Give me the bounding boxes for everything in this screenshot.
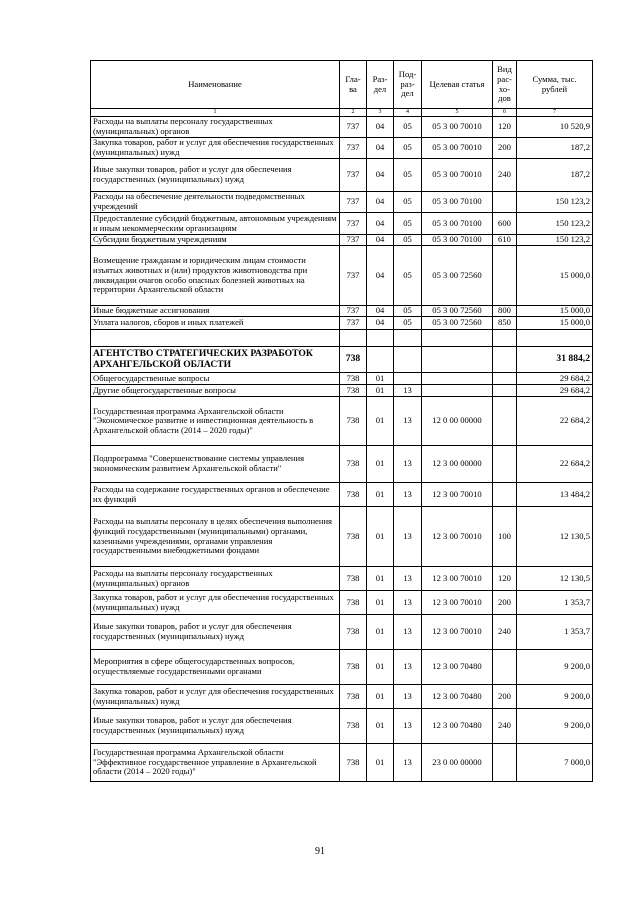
table-row: [91, 138, 593, 159]
table-row: [91, 235, 593, 246]
cell-vid: 100: [493, 507, 517, 567]
cell-podrazdel: 05: [394, 159, 422, 192]
cell-vid: [493, 192, 517, 213]
cell-name: Подпрограмма "Совершенствование системы управления экономическим развитием Архангельской области": [91, 446, 340, 483]
cell-glava: 738: [340, 744, 367, 782]
cell-target: 05 3 00 70010: [422, 117, 493, 138]
cell-sum: 1 353,7: [517, 615, 593, 650]
cell-podrazdel: 05: [394, 317, 422, 330]
table-row: [91, 306, 593, 317]
cell-glava: 738: [340, 347, 367, 373]
table-row: [91, 483, 593, 507]
cell-razdel: 01: [367, 373, 394, 385]
cell-vid: [493, 397, 517, 446]
cell-vid: 600: [493, 213, 517, 235]
cell-vid: [493, 373, 517, 385]
cell-razdel: 04: [367, 306, 394, 317]
cell-razdel: 04: [367, 138, 394, 159]
cell-sum: 15 000,0: [517, 246, 593, 306]
cell-podrazdel: 13: [394, 591, 422, 615]
cell-vid: 240: [493, 709, 517, 744]
column-number: 7: [517, 109, 593, 117]
cell-sum: 22 684,2: [517, 446, 593, 483]
cell-target: 12 3 00 70480: [422, 650, 493, 685]
cell-podrazdel: 05: [394, 235, 422, 246]
empty-cell: [422, 330, 493, 347]
cell-target: 12 3 00 70480: [422, 685, 493, 709]
cell-sum: 9 200,0: [517, 685, 593, 709]
table-row: [91, 347, 593, 373]
cell-razdel: [367, 347, 394, 373]
cell-glava: 738: [340, 591, 367, 615]
cell-glava: 737: [340, 213, 367, 235]
empty-cell: [91, 330, 340, 347]
table-row: [91, 213, 593, 235]
cell-target: 12 3 00 70010: [422, 591, 493, 615]
cell-glava: 737: [340, 246, 367, 306]
cell-vid: [493, 446, 517, 483]
cell-razdel: 01: [367, 507, 394, 567]
cell-name: Иные бюджетные ассигнования: [91, 306, 340, 317]
cell-podrazdel: 13: [394, 685, 422, 709]
cell-sum: 22 684,2: [517, 397, 593, 446]
cell-glava: 737: [340, 317, 367, 330]
empty-cell: [493, 330, 517, 347]
cell-sum: 31 884,2: [517, 347, 593, 373]
cell-vid: [493, 650, 517, 685]
table-row: [91, 567, 593, 591]
cell-podrazdel: 13: [394, 650, 422, 685]
column-number: 6: [493, 109, 517, 117]
cell-target: 05 3 00 72560: [422, 306, 493, 317]
cell-vid: 240: [493, 615, 517, 650]
cell-name: Иные закупки товаров, работ и услуг для обеспечения государственных (муниципальных) нужд: [91, 159, 340, 192]
page-number: 91: [315, 846, 325, 857]
column-number: 1: [91, 109, 340, 117]
cell-sum: 15 000,0: [517, 317, 593, 330]
cell-podrazdel: 13: [394, 709, 422, 744]
cell-target: 12 3 00 70010: [422, 615, 493, 650]
cell-vid: 200: [493, 138, 517, 159]
cell-podrazdel: 13: [394, 385, 422, 397]
cell-vid: [493, 744, 517, 782]
cell-glava: 738: [340, 567, 367, 591]
column-number: 3: [367, 109, 394, 117]
table-row: [91, 317, 593, 330]
cell-glava: 738: [340, 685, 367, 709]
cell-target: [422, 347, 493, 373]
cell-sum: 187,2: [517, 159, 593, 192]
empty-cell: [394, 330, 422, 347]
cell-vid: 120: [493, 117, 517, 138]
table-row: [91, 385, 593, 397]
header-vid: Вид рас-хо-дов: [493, 61, 517, 109]
cell-razdel: 01: [367, 397, 394, 446]
cell-vid: 610: [493, 235, 517, 246]
cell-razdel: 01: [367, 385, 394, 397]
cell-name: Расходы на выплаты персоналу в целях обеспечения выполнения функций государственными (муниципальными) органами, казенными учреждениями, органами управления государственными внебюджетными фондами: [91, 507, 340, 567]
cell-razdel: 04: [367, 117, 394, 138]
cell-target: 05 3 00 70010: [422, 159, 493, 192]
cell-razdel: 01: [367, 685, 394, 709]
table-row: [91, 159, 593, 192]
cell-glava: 738: [340, 397, 367, 446]
cell-target: 12 0 00 00000: [422, 397, 493, 446]
cell-sum: 9 200,0: [517, 709, 593, 744]
cell-name: Мероприятия в сфере общегосударственных вопросов, осуществляемые государственными органами: [91, 650, 340, 685]
cell-sum: 187,2: [517, 138, 593, 159]
cell-name: Расходы на выплаты персоналу государственных (муниципальных) органов: [91, 117, 340, 138]
cell-podrazdel: 13: [394, 446, 422, 483]
table-row: [91, 709, 593, 744]
cell-target: [422, 385, 493, 397]
header-name: Наименование: [91, 61, 340, 109]
cell-name: Закупка товаров, работ и услуг для обеспечения государственных (муниципальных) нужд: [91, 591, 340, 615]
cell-name: Закупка товаров, работ и услуг для обеспечения государственных (муниципальных) нужд: [91, 138, 340, 159]
cell-podrazdel: [394, 347, 422, 373]
cell-sum: 15 000,0: [517, 306, 593, 317]
cell-sum: 10 520,9: [517, 117, 593, 138]
table-row: [91, 246, 593, 306]
cell-razdel: 01: [367, 709, 394, 744]
cell-name: Расходы на содержание государственных органов и обеспечение их функций: [91, 483, 340, 507]
table-row: [91, 685, 593, 709]
cell-vid: 120: [493, 567, 517, 591]
cell-glava: 738: [340, 709, 367, 744]
cell-podrazdel: 13: [394, 397, 422, 446]
header-row: [91, 61, 593, 109]
table-row: [91, 615, 593, 650]
cell-razdel: 01: [367, 483, 394, 507]
cell-sum: 29 684,2: [517, 373, 593, 385]
table-row: [91, 397, 593, 446]
cell-vid: [493, 246, 517, 306]
cell-glava: 738: [340, 373, 367, 385]
cell-podrazdel: 13: [394, 483, 422, 507]
empty-cell: [340, 330, 367, 347]
cell-glava: 737: [340, 192, 367, 213]
cell-target: 05 3 00 72560: [422, 317, 493, 330]
cell-vid: 240: [493, 159, 517, 192]
cell-target: 12 3 00 00000: [422, 446, 493, 483]
table-row: [91, 192, 593, 213]
cell-podrazdel: 05: [394, 192, 422, 213]
cell-razdel: 04: [367, 213, 394, 235]
cell-target: 05 3 00 70100: [422, 235, 493, 246]
cell-razdel: 01: [367, 650, 394, 685]
cell-name: Государственная программа Архангельской области "Эффективное государственное управление в Архангельской области (2014 – 2020 годы)": [91, 744, 340, 782]
cell-vid: [493, 483, 517, 507]
cell-target: 23 0 00 00000: [422, 744, 493, 782]
empty-cell: [367, 330, 394, 347]
cell-sum: 12 130,5: [517, 567, 593, 591]
cell-name: Субсидии бюджетным учреждениям: [91, 235, 340, 246]
header-razdel: Раз-дел: [367, 61, 394, 109]
spacer-row: [91, 330, 593, 347]
cell-target: 05 3 00 70100: [422, 213, 493, 235]
table-row: [91, 373, 593, 385]
cell-sum: 9 200,0: [517, 650, 593, 685]
cell-glava: 737: [340, 235, 367, 246]
table-row: [91, 591, 593, 615]
cell-name: Закупка товаров, работ и услуг для обеспечения государственных (муниципальных) нужд: [91, 685, 340, 709]
cell-sum: 150 123,2: [517, 213, 593, 235]
cell-glava: 738: [340, 615, 367, 650]
header-glava: Гла-ва: [340, 61, 367, 109]
cell-name: Расходы на обеспечение деятельности подведомственных учреждений: [91, 192, 340, 213]
cell-razdel: 01: [367, 615, 394, 650]
cell-vid: 850: [493, 317, 517, 330]
cell-name: Уплата налогов, сборов и иных платежей: [91, 317, 340, 330]
cell-podrazdel: [394, 373, 422, 385]
table-row: [91, 650, 593, 685]
cell-name: Возмещение гражданам и юридическим лицам стоимости изъятых животных и (или) продуктов животноводства при ликвидации очагов особо опасных болезней животных на территории Архангельской области: [91, 246, 340, 306]
cell-vid: [493, 385, 517, 397]
cell-target: 05 3 00 70100: [422, 192, 493, 213]
cell-name: Государственная программа Архангельской области "Экономическое развитие и инвестиционная деятельность в Архангельской области (2014 – 2020 годы)": [91, 397, 340, 446]
empty-cell: [517, 330, 593, 347]
cell-glava: 737: [340, 159, 367, 192]
cell-target: 05 3 00 72560: [422, 246, 493, 306]
cell-target: 12 3 00 70480: [422, 709, 493, 744]
cell-target: 12 3 00 70010: [422, 507, 493, 567]
table-row: [91, 507, 593, 567]
cell-target: 12 3 00 70010: [422, 567, 493, 591]
cell-name: Иные закупки товаров, работ и услуг для обеспечения государственных (муниципальных) нужд: [91, 615, 340, 650]
cell-podrazdel: 13: [394, 615, 422, 650]
header-podrazdel: Под-раз-дел: [394, 61, 422, 109]
cell-podrazdel: 05: [394, 306, 422, 317]
cell-glava: 738: [340, 446, 367, 483]
column-number: 5: [422, 109, 493, 117]
cell-podrazdel: 05: [394, 117, 422, 138]
cell-podrazdel: 05: [394, 246, 422, 306]
cell-razdel: 01: [367, 567, 394, 591]
column-number-row: [91, 109, 593, 117]
cell-vid: 800: [493, 306, 517, 317]
cell-razdel: 04: [367, 246, 394, 306]
cell-razdel: 04: [367, 192, 394, 213]
cell-glava: 738: [340, 507, 367, 567]
table-row: [91, 446, 593, 483]
cell-sum: 150 123,2: [517, 235, 593, 246]
header-sum: Сумма, тыс. рублей: [517, 61, 593, 109]
cell-sum: 13 484,2: [517, 483, 593, 507]
cell-vid: [493, 347, 517, 373]
cell-razdel: 01: [367, 591, 394, 615]
cell-sum: 1 353,7: [517, 591, 593, 615]
cell-target: [422, 373, 493, 385]
cell-glava: 737: [340, 306, 367, 317]
cell-razdel: 01: [367, 744, 394, 782]
cell-name: Иные закупки товаров, работ и услуг для обеспечения государственных (муниципальных) нужд: [91, 709, 340, 744]
cell-sum: 150 123,2: [517, 192, 593, 213]
cell-glava: 737: [340, 117, 367, 138]
cell-razdel: 04: [367, 317, 394, 330]
column-number: 4: [394, 109, 422, 117]
cell-name: АГЕНТСТВО СТРАТЕГИЧЕСКИХ РАЗРАБОТОК АРХАНГЕЛЬСКОЙ ОБЛАСТИ: [91, 347, 340, 373]
budget-table: [90, 60, 593, 782]
cell-razdel: 01: [367, 446, 394, 483]
column-number: 2: [340, 109, 367, 117]
cell-glava: 738: [340, 650, 367, 685]
header-target: Целевая статья: [422, 61, 493, 109]
table-row: [91, 744, 593, 782]
cell-name: Общегосударственные вопросы: [91, 373, 340, 385]
cell-razdel: 04: [367, 235, 394, 246]
cell-podrazdel: 13: [394, 567, 422, 591]
cell-name: Предоставление субсидий бюджетным, автономным учреждениям и иным некоммерческим организациям: [91, 213, 340, 235]
cell-name: Расходы на выплаты персоналу государственных (муниципальных) органов: [91, 567, 340, 591]
cell-name: Другие общегосударственные вопросы: [91, 385, 340, 397]
cell-vid: 200: [493, 591, 517, 615]
cell-sum: 7 000,0: [517, 744, 593, 782]
cell-razdel: 04: [367, 159, 394, 192]
cell-podrazdel: 13: [394, 507, 422, 567]
cell-glava: 738: [340, 385, 367, 397]
cell-glava: 738: [340, 483, 367, 507]
cell-target: 12 3 00 70010: [422, 483, 493, 507]
cell-podrazdel: 13: [394, 744, 422, 782]
cell-podrazdel: 05: [394, 213, 422, 235]
cell-podrazdel: 05: [394, 138, 422, 159]
cell-target: 05 3 00 70010: [422, 138, 493, 159]
table-row: [91, 117, 593, 138]
cell-sum: 12 130,5: [517, 507, 593, 567]
cell-vid: 200: [493, 685, 517, 709]
table-body: [91, 117, 593, 782]
cell-glava: 737: [340, 138, 367, 159]
cell-sum: 29 684,2: [517, 385, 593, 397]
